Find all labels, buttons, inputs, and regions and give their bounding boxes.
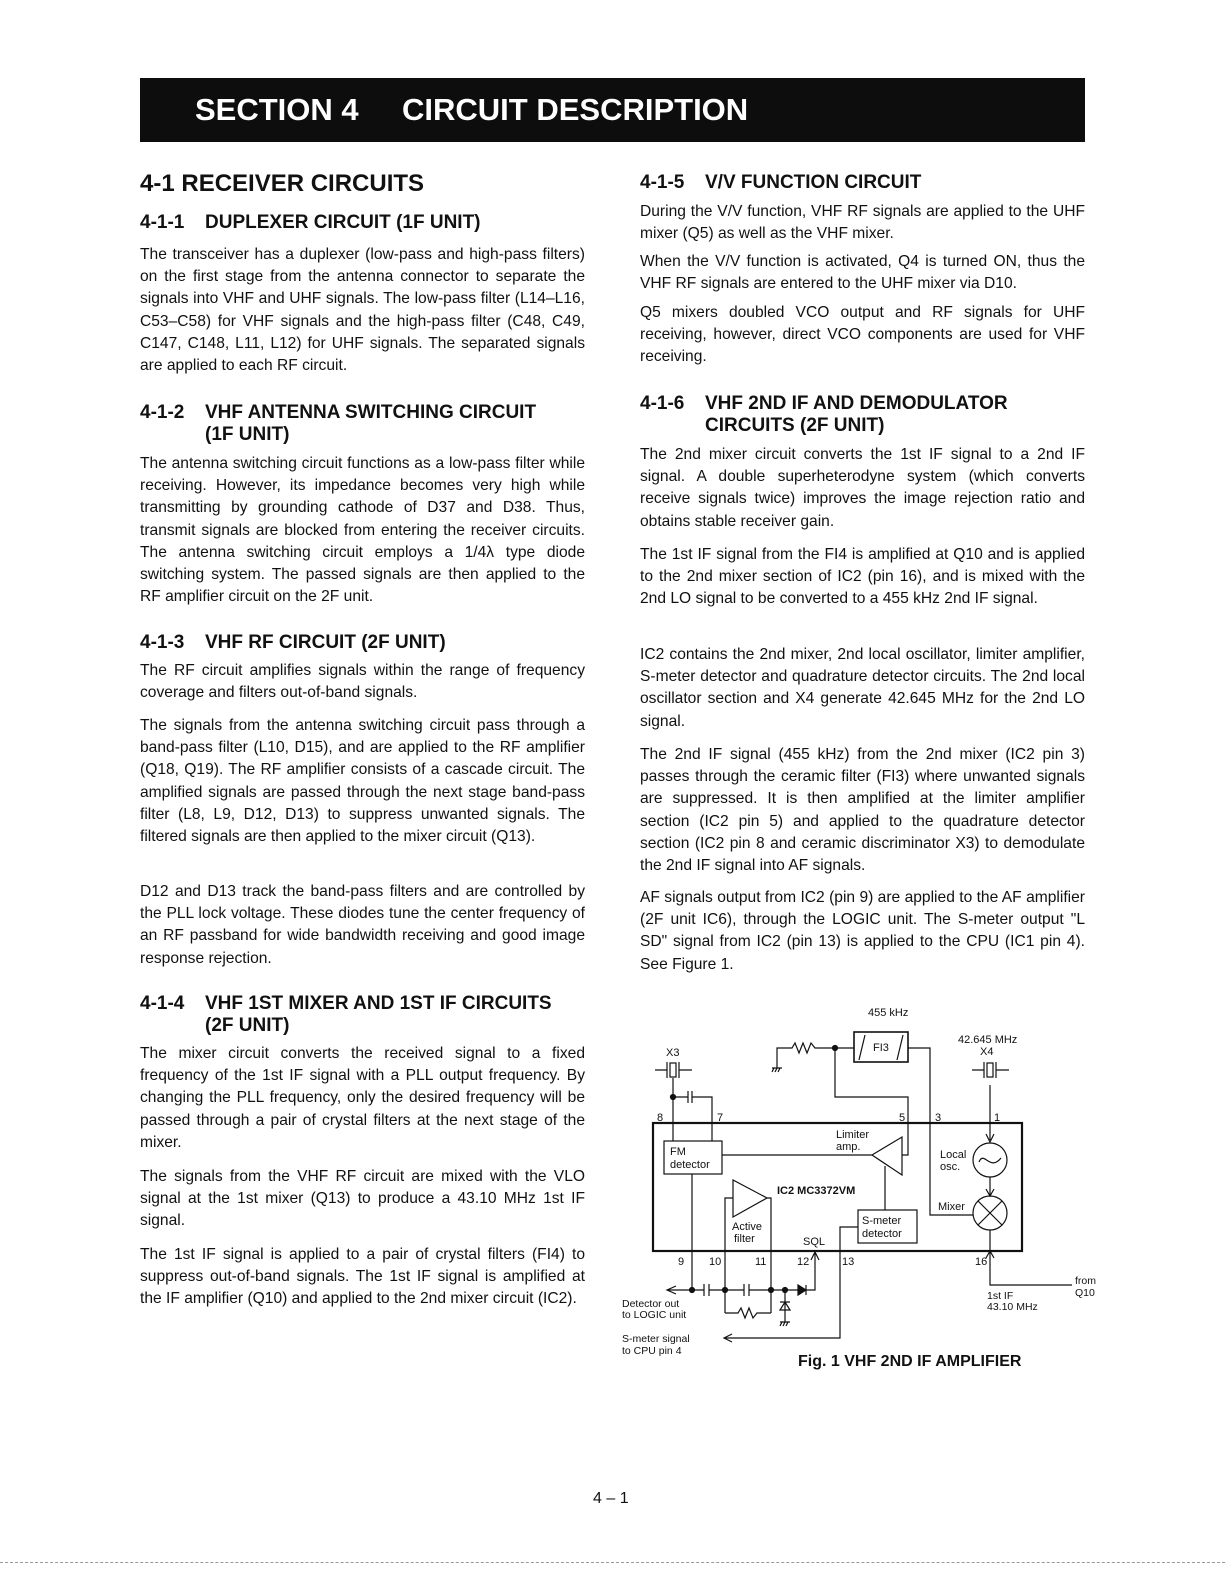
label-x4: X4 (980, 1046, 994, 1058)
paragraph: The mixer circuit converts the received signal to a fixed frequency of the 1st IF signal with a PLL output frequency. By changing the PLL frequency, only the desired frequency will be passed through a pair of crystal filters at the next stage of the mixer. (140, 1045, 585, 1151)
mixer-label: Mixer (938, 1201, 965, 1213)
heading-text: VHF 2ND IF AND DEMODULATOR (705, 393, 1008, 414)
fm-detector-label: detector (670, 1159, 710, 1171)
limiter-label: Limiter (836, 1129, 870, 1141)
paragraph: The transceiver has a duplexer (low-pass and high-pass filters) on the first stage from the antenna connector to separate the signals into VHF and UHF signals. The low-pass filter (L14–L16, C53–C58) for VHF signals and the high-pass filter (C48, C49, C147, C148, L11, L12) for UHF signals. The separated signals are applied to each RF circuit. (140, 246, 585, 375)
pin-label: 5 (899, 1112, 906, 1124)
detector-out-label: to LOGIC unit (622, 1309, 687, 1321)
heading-4-1-5 (640, 172, 921, 194)
paragraph: The signals from the VHF RF circuit are mixed with the VLO signal at the 1st mixer (Q13) to produce a 43.10 MHz 1st IF signal. (140, 1168, 585, 1230)
heading-4-1: 4-1 RECEIVER CIRCUITS (140, 170, 425, 197)
s-meter-label: detector (862, 1228, 902, 1240)
figure-caption: Fig. 1 VHF 2ND IF AMPLIFIER (798, 1353, 1022, 1370)
heading-number: 4-1-1 (140, 212, 185, 233)
heading-text: VHF 1ST MIXER AND 1ST IF CIRCUITS (205, 993, 552, 1014)
page-number: 4 – 1 (593, 1490, 629, 1507)
heading-4-1-1 (140, 212, 481, 234)
ic-label: IC2 MC3372VM (777, 1185, 856, 1197)
limiter-label: amp. (836, 1141, 861, 1153)
section-header-bar (140, 78, 1085, 142)
paragraph: AF signals output from IC2 (pin 9) are applied to the AF amplifier (2F unit IC6), through the LOGIC unit. The S-meter output "L SD" signal from IC2 (pin 13) is applied to the CPU (IC1 pin 4). See Figure 1. (640, 889, 1085, 973)
heading-text-line2: (1F UNIT) (205, 424, 290, 445)
pin-label: 7 (717, 1112, 724, 1124)
active-filter-icon (733, 1180, 767, 1217)
paragraph: The 2nd mixer circuit converts the 1st IF signal to a 2nd IF signal. A double superheterodyne system (which converts receive signals twice) improves the image rejection ratio and obtains stable receiver gain. (640, 446, 1085, 530)
local-osc-icon (973, 1143, 1007, 1177)
paragraph: The 1st IF signal is applied to a pair of crystal filters (FI4) to suppress out-of-band signals. The 1st IF signal is amplified at the IF amplifier (Q10) and applied to the 2nd mixer circuit (IC2). (140, 1246, 585, 1308)
heading-number: 4-1-4 (140, 993, 185, 1014)
pin-label: 9 (678, 1256, 685, 1268)
heading-text-line2: CIRCUITS (2F UNIT) (705, 415, 885, 436)
local-osc-label: osc. (940, 1161, 961, 1173)
paragraph: When the V/V function is activated, Q4 is turned ON, thus the VHF RF signals are entered to the UHF mixer via D10. (640, 253, 1085, 293)
paragraph: The signals from the antenna switching circuit pass through a band-pass filter (L10, D15), and are applied to the RF amplifier (Q18, Q19). The RF amplifier consists of a cascade circuit. The amplified signals are passed through the next stage band-pass filter (L8, L9, D12, D13) to suppress unwanted signals. The filtered signals are then applied to the mixer circuit (Q13). (140, 717, 585, 846)
first-if-label: 43.10 MHz (987, 1301, 1038, 1313)
heading-text: DUPLEXER CIRCUIT (1F UNIT) (205, 212, 481, 233)
heading-4-1-6 (640, 393, 1008, 437)
from-label: Q10 (1075, 1287, 1095, 1299)
page-bottom-divider (0, 1562, 1225, 1563)
pin-label: 16 (975, 1256, 988, 1268)
s-meter-signal-label: S-meter signal (622, 1333, 690, 1345)
heading-text-line2: (2F UNIT) (205, 1015, 290, 1036)
heading-text: VHF RF CIRCUIT (2F UNIT) (205, 632, 446, 653)
detector-out-label: Detector out (622, 1298, 680, 1310)
ground-icon (780, 1322, 790, 1326)
from-label: from (1075, 1275, 1096, 1287)
active-filter-label: Active (732, 1221, 762, 1233)
first-if-label: 1st IF (987, 1290, 1014, 1302)
label-455khz: 455 kHz (868, 1007, 909, 1019)
heading-text: VHF ANTENNA SWITCHING CIRCUIT (205, 402, 537, 423)
paragraph: The 2nd IF signal (455 kHz) from the 2nd mixer (IC2 pin 3) passes through the ceramic filter (FI3) where unwanted signals are suppressed. It is then amplified at the limiter amplifier section (IC2 pin 5) and applied to the quadrature detector section (IC2 pin 8 and ceramic discriminator X3) to demodulate the 2nd IF signal into AF signals. (640, 746, 1085, 875)
pin-label: 11 (755, 1256, 767, 1268)
s-meter-signal-label: to CPU pin 4 (622, 1345, 682, 1357)
circuit-diagram (620, 1000, 1100, 1372)
paragraph: Q5 mixers doubled VCO output and RF signals for UHF receiving, however, direct VCO components are used for VHF receiving. (640, 304, 1085, 366)
s-meter-label: S-meter (862, 1215, 902, 1227)
pin-label: 10 (709, 1256, 722, 1268)
fm-detector-label: FM (670, 1146, 686, 1158)
heading-number: 4-1-5 (640, 172, 685, 193)
paragraph: The RF circuit amplifies signals within the range of frequency coverage and filters out-of-band signals. (140, 662, 585, 702)
pin-label: 13 (842, 1256, 855, 1268)
heading-4-1-2 (140, 402, 536, 446)
label-42645mhz: 42.645 MHz (958, 1034, 1018, 1046)
heading-4-1-4 (140, 993, 552, 1037)
limiter-amp-icon (872, 1137, 902, 1175)
heading-number: 4-1-2 (140, 402, 185, 423)
heading-number: 4-1-6 (640, 393, 685, 414)
crystal-x3-icon (655, 1062, 692, 1078)
active-filter-label: filter (734, 1233, 755, 1245)
sql-label: SQL (803, 1236, 826, 1248)
section-title: CIRCUIT DESCRIPTION (402, 92, 749, 127)
heading-text: V/V FUNCTION CIRCUIT (705, 172, 922, 193)
section-number: SECTION 4 (195, 92, 359, 127)
paragraph: IC2 contains the 2nd mixer, 2nd local oscillator, limiter amplifier, S-meter detector and quadrature detector circuits. The 2nd local oscillator section and X4 generate 42.645 MHz for the 2nd LO signal. (640, 646, 1085, 730)
pin-label: 12 (797, 1256, 810, 1268)
heading-number: 4-1-3 (140, 632, 185, 653)
heading-4-1-3 (140, 632, 446, 654)
paragraph: The 1st IF signal from the FI4 is amplified at Q10 and is applied to the 2nd mixer section of IC2 (pin 16), and is mixed with the 2nd LO signal to be converted to a 455 kHz 2nd IF signal. (640, 546, 1085, 608)
label-fi3: FI3 (873, 1042, 889, 1054)
pin-label: 3 (935, 1112, 942, 1124)
pin-label: 1 (994, 1112, 1001, 1124)
label-x3: X3 (666, 1047, 680, 1059)
paragraph: During the V/V function, VHF RF signals are applied to the UHF mixer (Q5) as well as the VHF mixer. (640, 203, 1085, 243)
crystal-x4-icon (972, 1062, 1009, 1078)
paragraph: The antenna switching circuit functions as a low-pass filter while receiving. However, its impedance becomes very high while transmitting by grounding cathode of D37 and D38. Thus, transmit signals are blocked from entering the receiver circuits. The antenna switching circuit employs a 1/4λ type diode switching system. The passed signals are then applied to the RF amplifier circuit on the 2F unit. (140, 455, 585, 606)
local-osc-label: Local (940, 1149, 967, 1161)
ground-icon (772, 1068, 782, 1072)
paragraph: D12 and D13 track the band-pass filters and are controlled by the PLL lock voltage. These diodes tune the center frequency of an RF passband for wide bandwidth receiving and good image response rejection. (140, 883, 585, 967)
pin-label: 8 (657, 1112, 664, 1124)
